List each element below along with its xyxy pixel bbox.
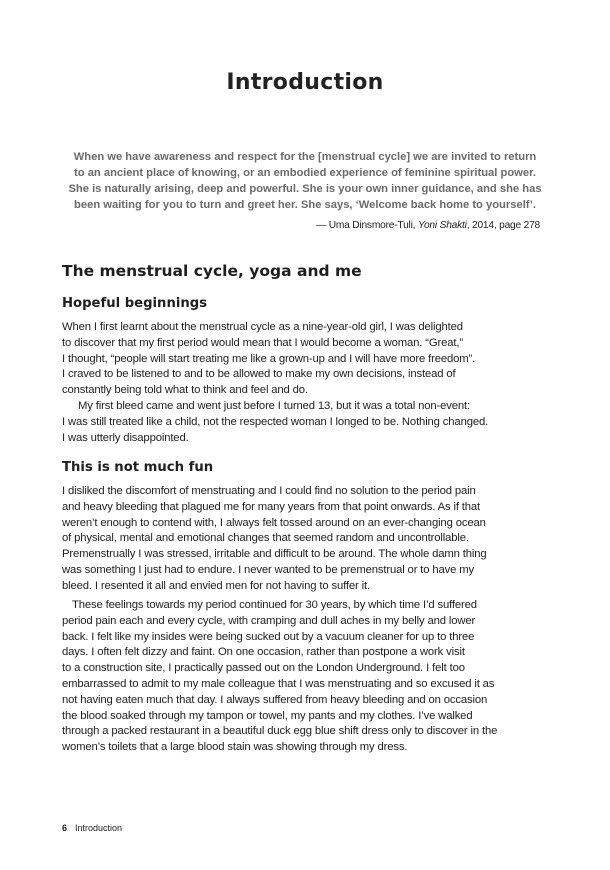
section-heading-hopeful-beginnings: Hopeful beginnings (62, 296, 208, 311)
body-line: When I first learnt about the menstrual cycle as a nine-year-old girl, I was delighted (62, 321, 463, 333)
epigraph-line: been waiting for you to turn and greet her. She says, ‘Welcome back home to yourself’. (74, 199, 536, 211)
body-line: to a construction site, I practically passed out on the London Underground. I felt too (62, 662, 465, 675)
attribution-author: — Uma Dinsmore-Tuli, (316, 220, 418, 231)
body-line: constantly being told what to think and feel and do. (62, 384, 308, 397)
epigraph-line: She is naturally arising, deep and powerful. She is your own inner guidance, and she has (68, 183, 542, 195)
body-line: to discover that my first period would mean that I would become a woman. “Great,” (62, 336, 463, 349)
section-heading-not-much-fun: This is not much fun (62, 460, 214, 475)
body-line: period pain each and every cycle, with cramping and dull aches in my belly and lower (62, 614, 476, 627)
section-body-hopeful-beginnings (62, 320, 552, 446)
epigraph-line: to an ancient place of knowing, or an embodied experience of feminine spiritual power. (74, 167, 536, 179)
epigraph-line: When we have awareness and respect for the [menstrual cycle] we are invited to return (73, 151, 537, 163)
section-body-not-much-fun-continued (62, 598, 552, 756)
epigraph-attribution (316, 220, 540, 231)
body-line: I was utterly disappointed. (62, 431, 189, 444)
attribution-book-title: Yoni Shakti (417, 220, 467, 231)
body-line: the blood soaked through my tampon or towel, my pants and my clothes. I’ve walked (62, 709, 473, 722)
body-line: women’s toilets that a large blood stain was showing through my dress. (62, 741, 408, 754)
section-body-not-much-fun (62, 484, 552, 595)
body-line: These feelings towards my period continued for 30 years, by which time I’d suffered (72, 599, 477, 611)
body-line: not having eaten much that day. I always suffered from heavy bleeding and on occasion (62, 693, 488, 706)
body-line: back. I felt like my insides were being sucked out by a vacuum cleaner for up to three (62, 630, 475, 643)
attribution-details: , 2014, page 278 (466, 220, 540, 231)
body-line: Premenstrually I was stressed, irritable and difficult to be around. The whole damn thing (62, 548, 487, 561)
chapter-heading: The menstrual cycle, yoga and me (62, 262, 362, 280)
body-line: I disliked the discomfort of menstruating and I could find no solution to the period pain (62, 485, 476, 497)
running-head: Introduction (75, 823, 123, 833)
page-title: Introduction (226, 70, 384, 95)
body-line: I was still treated like a child, not the respected woman I longed to be. Nothing changed. (62, 415, 489, 428)
body-line: and heavy bleeding that plagued me for many years from that point onwards. As if that (62, 500, 481, 513)
body-line: embarrassed to admit to my male colleague that I was menstruating and so excused it as (62, 677, 495, 690)
body-line: I thought, “people will start treating me like a grown-up and I will have more freedom”. (62, 352, 476, 365)
body-line: days. I often felt dizzy and faint. On one occasion, rather than postpone a work visit (62, 646, 465, 659)
page-footer (62, 823, 122, 833)
body-line: weren’t enough to contend with, I always felt tossed around on an ever-changing ocean (62, 516, 486, 529)
body-line: through a packed restaurant in a beautiful duck egg blue shift dress only to discover in the (62, 725, 498, 738)
body-line: of physical, mental and emotional changes that seemed random and uncontrollable. (62, 532, 469, 545)
epigraph-quote (60, 149, 550, 213)
body-line: was something I just had to endure. I never wanted to be premenstrual or to have my (62, 563, 475, 576)
body-line: bleed. I resented it all and envied men for not having to suffer it. (62, 579, 370, 592)
body-line: My first bleed came and went just before I turned 13, but it was a total non-event: (78, 399, 470, 412)
page-number: 6 (62, 823, 68, 833)
body-line: I craved to be listened to and to be allowed to make my own decisions, instead of (62, 368, 456, 381)
